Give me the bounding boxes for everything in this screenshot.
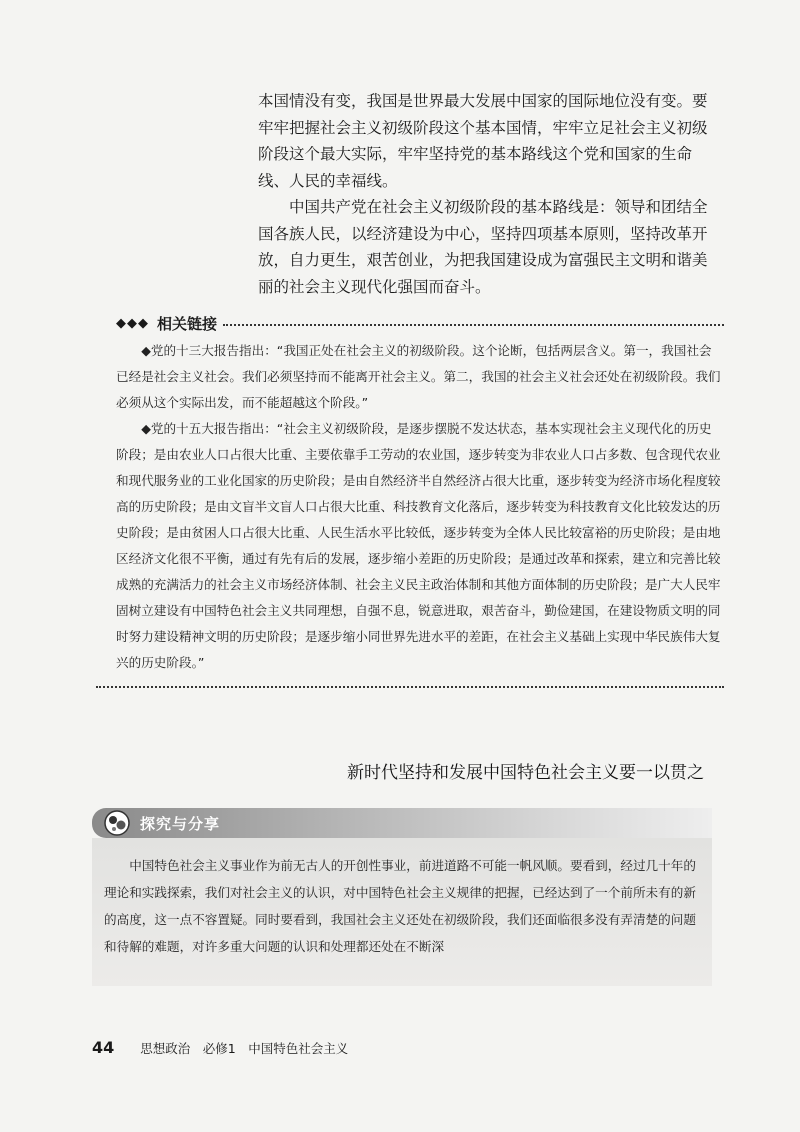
- related-links-content: [116, 338, 722, 676]
- related-paragraph-1: ◆党的十三大报告指出：“我国正处在社会主义的初级阶段。这个论断，包括两层含义。第一，我国社会已经是社会主义社会。我们必须坚持而不能离开社会主义。第二，我国的社会主义社会还处在初级阶段。我们必须从这个实际出发，而不能超越这个阶段。”: [116, 343, 721, 410]
- explore-title: 探究与分享: [140, 814, 221, 833]
- footer-book-title: 思想政治 必修1 中国特色社会主义: [140, 1041, 349, 1056]
- explore-content: [104, 852, 702, 960]
- related-links-bottom-divider: [96, 686, 724, 688]
- related-links-title: 相关链接: [157, 314, 218, 333]
- diamonds-icon: ◆◆◆: [116, 315, 149, 331]
- explore-icon: [104, 810, 130, 836]
- related-links-header: [116, 312, 724, 334]
- page-footer: [92, 1038, 348, 1057]
- section-heading: 新时代坚持和发展中国特色社会主义要一以贯之: [347, 763, 704, 783]
- related-paragraph-2: ◆党的十五大报告指出：“社会主义初级阶段，是逐步摆脱不发达状态，基本实现社会主义现代化的历史阶段；是由农业人口占很大比重、主要依靠手工劳动的农业国，逐步转变为非农业人口占多数、包含现代农业和现代服务业的工业化国家的历史阶段；是由自然经济半自然经济占很大比重，逐步转变为经济市场化程度较高的历史阶段；是由文盲半文盲人口占很大比重、科技教育文化落后，逐步转变为科技教育文化比较发达的历史阶段；是由贫困人口占很大比重、人民生活水平比较低，逐步转变为全体人民比较富裕的历史阶段；是由地区经济文化很不平衡，通过有先有后的发展，逐步缩小差距的历史阶段；是通过改革和探索，建立和完善比较成熟的充满活力的社会主义市场经济体制、社会主义民主政治体制和其他方面体制的历史阶段；是广大人民牢固树立建设有中国特色社会主义共同理想，自强不息，锐意进取，艰苦奋斗，勤俭建国，在建设物质文明的同时努力建设精神文明的历史阶段；是逐步缩小同世界先进水平的差距，在社会主义基础上实现中华民族伟大复兴的历史阶段。”: [116, 421, 721, 670]
- main-paragraph-2: 中国共产党在社会主义初级阶段的基本路线是：领导和团结全国各族人民，以经济建设为中心，坚持四项基本原则，坚持改革开放，自力更生，艰苦创业，为把我国建设成为富强民主文明和谐美丽的社会主义现代化强国而奋斗。: [258, 198, 708, 296]
- page-number: 44: [92, 1038, 115, 1057]
- explore-paragraph: 中国特色社会主义事业作为前无古人的开创性事业，前进道路不可能一帆风顺。要看到，经过几十年的理论和实践探索，我们对社会主义的认识，对中国特色社会主义规律的把握，已经达到了一个前所未有的新的高度，这一点不容置疑。同时要看到，我国社会主义还处在初级阶段，我们还面临很多没有弄清楚的问题和待解的难题，对许多重大问题的认识和处理都还处在不断深: [104, 858, 696, 954]
- main-text: [258, 88, 722, 300]
- dotted-divider: [223, 324, 724, 326]
- main-paragraph-1: 本国情没有变，我国是世界最大发展中国家的国际地位没有变。要牢牢把握社会主义初级阶段这个基本国情，牢牢立足社会主义初级阶段这个最大实际，牢牢坚持党的基本路线这个党和国家的生命线、人民的幸福线。: [258, 92, 708, 190]
- explore-header: [92, 808, 712, 838]
